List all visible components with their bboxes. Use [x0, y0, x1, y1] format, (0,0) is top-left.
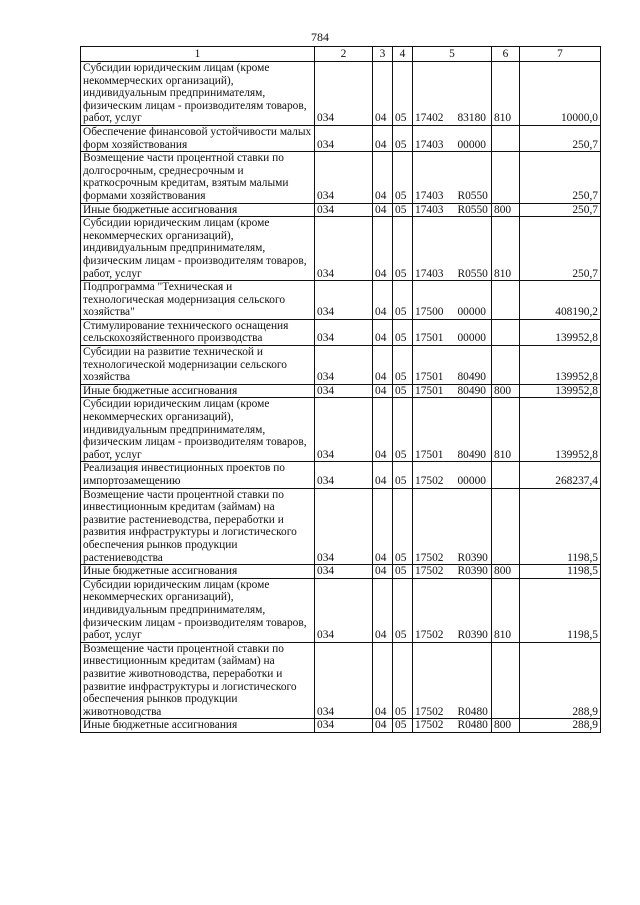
- row-name-cell: Стимулирование технического оснащения сельскохозяйственного производства: [81, 319, 315, 345]
- target-article-part-2: R0390: [457, 551, 488, 564]
- amount-cell: 1198,5: [520, 488, 601, 565]
- target-article-cell: [413, 152, 492, 203]
- row-name-cell: Подпрограмма "Техническая и технологическая модернизация сельского хозяйства": [81, 281, 315, 320]
- amount-cell: 250,7: [520, 217, 601, 281]
- expense-type-cell: [492, 462, 520, 488]
- table-row: [81, 62, 601, 126]
- section-code-cell: 04: [373, 281, 393, 320]
- target-article-part-1: 17502: [415, 565, 444, 578]
- table-row: [81, 578, 601, 642]
- ministry-code-cell: 034: [315, 398, 373, 462]
- subsection-code-cell: 05: [393, 719, 413, 733]
- amount-cell: 139952,8: [520, 398, 601, 462]
- row-name-cell: Обеспечение финансовой устойчивости малых форм хозяйствования: [81, 125, 315, 151]
- row-name-cell: Иные бюджетные ассигнования: [81, 719, 315, 733]
- row-name-cell: Субсидии юридическим лицам (кроме некоммерческих организаций), индивидуальным предпринимателям, физическим лицам - производителям товаров, работ, услуг: [81, 217, 315, 281]
- section-code-cell: 04: [373, 565, 393, 579]
- expense-type-cell: [492, 125, 520, 151]
- target-article-part-2: 80490: [457, 384, 486, 397]
- target-article-part-1: 17403: [415, 189, 444, 202]
- expense-type-cell: [492, 642, 520, 719]
- subsection-code-cell: 05: [393, 203, 413, 217]
- section-code-cell: 04: [373, 62, 393, 126]
- target-article-cell: [413, 578, 492, 642]
- section-code-cell: 04: [373, 578, 393, 642]
- target-article-part-1: 17403: [415, 138, 444, 151]
- target-article-part-2: 00000: [457, 332, 486, 345]
- expense-type-cell: 800: [492, 384, 520, 398]
- target-article-part-2: 83180: [457, 112, 486, 125]
- row-name-cell: Реализация инвестиционных проектов по импортозамещению: [81, 462, 315, 488]
- subsection-code-cell: 05: [393, 565, 413, 579]
- subsection-code-cell: 05: [393, 125, 413, 151]
- target-article-part-1: 17501: [415, 371, 444, 384]
- subsection-code-cell: 05: [393, 217, 413, 281]
- subsection-code-cell: 05: [393, 488, 413, 565]
- page-number: 784: [311, 30, 329, 44]
- column-header-6: 6: [492, 47, 520, 62]
- column-header-2: 2: [315, 47, 373, 62]
- subsection-code-cell: 05: [393, 398, 413, 462]
- target-article-part-2: 00000: [457, 138, 486, 151]
- section-code-cell: 04: [373, 319, 393, 345]
- ministry-code-cell: 034: [315, 152, 373, 203]
- expense-type-cell: 810: [492, 578, 520, 642]
- target-article-part-2: R0390: [457, 565, 488, 578]
- ministry-code-cell: 034: [315, 125, 373, 151]
- target-article-cell: [413, 462, 492, 488]
- section-code-cell: 04: [373, 346, 393, 385]
- row-name-cell: Иные бюджетные ассигнования: [81, 565, 315, 579]
- target-article-part-2: 80490: [457, 371, 486, 384]
- subsection-code-cell: 05: [393, 462, 413, 488]
- row-name-cell: Иные бюджетные ассигнования: [81, 203, 315, 217]
- target-article-part-2: R0480: [457, 719, 488, 732]
- amount-cell: 250,7: [520, 203, 601, 217]
- expense-type-cell: 810: [492, 398, 520, 462]
- target-article-part-1: 17501: [415, 448, 444, 461]
- target-article-cell: [413, 719, 492, 733]
- section-code-cell: 04: [373, 384, 393, 398]
- target-article-cell: [413, 642, 492, 719]
- target-article-cell: [413, 203, 492, 217]
- target-article-part-1: 17500: [415, 306, 444, 319]
- amount-cell: 250,7: [520, 125, 601, 151]
- amount-cell: 1198,5: [520, 565, 601, 579]
- row-name-cell: Возмещение части процентной ставки по инвестиционным кредитам (займам) на развитие животноводства, переработки и развитие инфраструктуры и логистического обеспечения рынков продукции животноводства: [81, 642, 315, 719]
- subsection-code-cell: 05: [393, 62, 413, 126]
- target-article-cell: [413, 384, 492, 398]
- target-article-part-1: 17403: [415, 267, 444, 280]
- target-article-part-2: R0550: [457, 203, 488, 216]
- table-row: [81, 462, 601, 488]
- target-article-cell: [413, 281, 492, 320]
- row-name-cell: Субсидии юридическим лицам (кроме некоммерческих организаций), индивидуальным предпринимателям, физическим лицам - производителям товаров, работ, услуг: [81, 62, 315, 126]
- amount-cell: 408190,2: [520, 281, 601, 320]
- ministry-code-cell: 034: [315, 203, 373, 217]
- target-article-cell: [413, 62, 492, 126]
- target-article-cell: [413, 398, 492, 462]
- expense-type-cell: 810: [492, 217, 520, 281]
- table-row: [81, 346, 601, 385]
- column-header-1: 1: [81, 47, 315, 62]
- ministry-code-cell: 034: [315, 384, 373, 398]
- amount-cell: 1198,5: [520, 578, 601, 642]
- amount-cell: 250,7: [520, 152, 601, 203]
- expense-type-cell: 800: [492, 565, 520, 579]
- ministry-code-cell: 034: [315, 217, 373, 281]
- target-article-part-1: 17402: [415, 112, 444, 125]
- expense-type-cell: 800: [492, 203, 520, 217]
- row-name-cell: Субсидии на развитие технической и технологической модернизации сельского хозяйства: [81, 346, 315, 385]
- target-article-cell: [413, 488, 492, 565]
- target-article-part-2: R0390: [457, 629, 488, 642]
- row-name-cell: Субсидии юридическим лицам (кроме некоммерческих организаций), индивидуальным предпринимателям, физическим лицам - производителям товаров, работ, услуг: [81, 578, 315, 642]
- expense-type-cell: 800: [492, 719, 520, 733]
- target-article-part-1: 17502: [415, 705, 444, 718]
- column-header-7: 7: [520, 47, 601, 62]
- target-article-part-2: 00000: [457, 475, 486, 487]
- ministry-code-cell: 034: [315, 346, 373, 385]
- table-row: [81, 642, 601, 719]
- row-name-cell: Возмещение части процентной ставки по долгосрочным, среднесрочным и краткосрочным кредитам, взятым малыми формами хозяйствования: [81, 152, 315, 203]
- section-code-cell: 04: [373, 488, 393, 565]
- subsection-code-cell: 05: [393, 319, 413, 345]
- subsection-code-cell: 05: [393, 642, 413, 719]
- target-article-part-1: 17502: [415, 629, 444, 642]
- section-code-cell: 04: [373, 462, 393, 488]
- section-code-cell: 04: [373, 217, 393, 281]
- amount-cell: 139952,8: [520, 319, 601, 345]
- ministry-code-cell: 034: [315, 488, 373, 565]
- target-article-part-1: 17502: [415, 719, 444, 732]
- budget-table: [80, 46, 601, 733]
- expense-type-cell: 810: [492, 62, 520, 126]
- expense-type-cell: [492, 319, 520, 345]
- column-header-4: 4: [393, 47, 413, 62]
- target-article-cell: [413, 217, 492, 281]
- ministry-code-cell: 034: [315, 565, 373, 579]
- target-article-part-1: 17501: [415, 332, 444, 345]
- target-article-part-1: 17403: [415, 203, 444, 216]
- amount-cell: 268237,4: [520, 462, 601, 488]
- table-row: [81, 281, 601, 320]
- table-row: [81, 398, 601, 462]
- expense-type-cell: [492, 152, 520, 203]
- table-row: [81, 217, 601, 281]
- amount-cell: 288,9: [520, 642, 601, 719]
- expense-type-cell: [492, 281, 520, 320]
- target-article-part-1: 17501: [415, 384, 444, 397]
- section-code-cell: 04: [373, 398, 393, 462]
- subsection-code-cell: 05: [393, 152, 413, 203]
- target-article-part-2: 80490: [457, 448, 486, 461]
- ministry-code-cell: 034: [315, 642, 373, 719]
- target-article-part-2: R0480: [457, 705, 488, 718]
- subsection-code-cell: 05: [393, 384, 413, 398]
- expense-type-cell: [492, 346, 520, 385]
- target-article-cell: [413, 319, 492, 345]
- ministry-code-cell: 034: [315, 319, 373, 345]
- amount-cell: 10000,0: [520, 62, 601, 126]
- table-row: [81, 319, 601, 345]
- row-name-cell: Возмещение части процентной ставки по инвестиционным кредитам (займам) на развитие растениеводства, переработки и развития инфраструктуры и логистического обеспечения рынков продукции растениеводства: [81, 488, 315, 565]
- column-header-3: 3: [373, 47, 393, 62]
- section-code-cell: 04: [373, 152, 393, 203]
- amount-cell: 288,9: [520, 719, 601, 733]
- section-code-cell: 04: [373, 719, 393, 733]
- section-code-cell: 04: [373, 125, 393, 151]
- section-code-cell: 04: [373, 642, 393, 719]
- amount-cell: 139952,8: [520, 346, 601, 385]
- row-name-cell: Субсидии юридическим лицам (кроме некоммерческих организаций), индивидуальным предпринимателям, физическим лицам - производителям товаров, работ, услуг: [81, 398, 315, 462]
- section-code-cell: 04: [373, 203, 393, 217]
- ministry-code-cell: 034: [315, 578, 373, 642]
- table-row: [81, 152, 601, 203]
- subsection-code-cell: 05: [393, 281, 413, 320]
- table-row: [81, 719, 601, 733]
- table-row: [81, 488, 601, 565]
- table-header-row: [81, 47, 601, 62]
- target-article-part-1: 17502: [415, 551, 444, 564]
- target-article-part-1: 17502: [415, 475, 444, 487]
- table-row: [81, 384, 601, 398]
- ministry-code-cell: 034: [315, 719, 373, 733]
- target-article-part-2: R0550: [457, 267, 488, 280]
- expense-type-cell: [492, 488, 520, 565]
- target-article-part-2: 00000: [457, 306, 486, 319]
- ministry-code-cell: 034: [315, 462, 373, 488]
- ministry-code-cell: 034: [315, 62, 373, 126]
- target-article-part-2: R0550: [457, 189, 488, 202]
- subsection-code-cell: 05: [393, 578, 413, 642]
- target-article-cell: [413, 125, 492, 151]
- target-article-cell: [413, 346, 492, 385]
- table-row: [81, 125, 601, 151]
- ministry-code-cell: 034: [315, 281, 373, 320]
- table-row: [81, 565, 601, 579]
- column-header-5: 5: [413, 47, 492, 62]
- subsection-code-cell: 05: [393, 346, 413, 385]
- table-row: [81, 203, 601, 217]
- target-article-cell: [413, 565, 492, 579]
- row-name-cell: Иные бюджетные ассигнования: [81, 384, 315, 398]
- amount-cell: 139952,8: [520, 384, 601, 398]
